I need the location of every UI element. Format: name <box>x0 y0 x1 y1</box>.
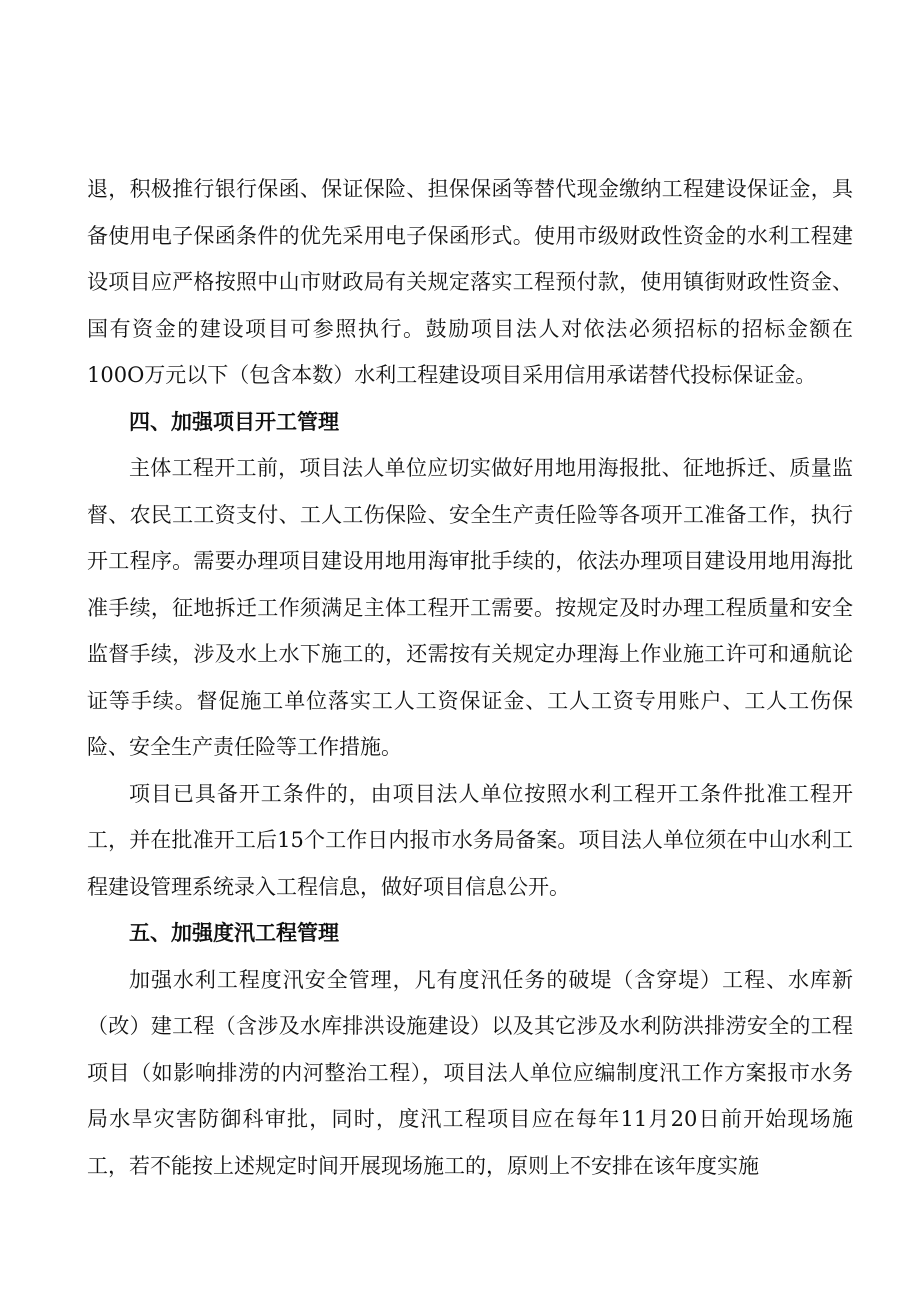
document-page <box>87 166 853 1189</box>
section-5-paragraph-1: 加强水利工程度汛安全管理，凡有度汛任务的破堤（含穿堤）工程、水库新（改）建工程（含涉及水库排洪设施建设）以及其它涉及水利防洪排涝安全的工程项目（如影响排涝的内河整治工程），项目法人单位应编制度汛工作方案报市水务局水旱灾害防御科审批，同时，度汛工程项目应在每年11月20日前开始现场施工，若不能按上述规定时间开展现场施工的，原则上不安排在该年度实施 <box>87 967 853 1178</box>
section-heading-5: 五、加强度汛工程管理 <box>129 921 339 945</box>
section-heading-4: 四、加强项目开工管理 <box>129 409 339 434</box>
section-4-paragraph-1: 主体工程开工前，项目法人单位应切实做好用地用海报批、征地拆迁、质量监督、农民工工资支付、工人工伤保险、安全生产责任险等各项开工准备工作，执行开工程序。需要办理项目建设用地用海审批手续的，依法办理项目建设用地用海批准手续，征地拆迁工作须满足主体工程开工需要。按规定及时办理工程质量和安全监督手续，涉及水上水下施工的，还需按有关规定办理海上作业施工许可和通航论证等手续。督促施工单位落实工人工资保证金、工人工资专用账户、工人工伤保险、安全生产责任险等工作措施。 <box>87 456 853 759</box>
continuation-paragraph: 退，积极推行银行保函、保证保险、担保保函等替代现金缴纳工程建设保证金，具备使用电子保函条件的优先采用电子保函形式。使用市级财政性资金的水利工程建设项目应严格按照中山市财政局有关规定落实工程预付款，使用镇街财政性资金、国有资金的建设项目可参照执行。鼓励项目法人对依法必须招标的招标金额在100O万元以下（包含本数）水利工程建设项目采用信用承诺替代投标保证金。 <box>87 177 853 387</box>
section-4-paragraph-2: 项目已具备开工条件的，由项目法人单位按照水利工程开工条件批准工程开工，并在批准开工后15个工作日内报市水务局备案。项目法人单位须在中山水利工程建设管理系统录入工程信息，做好项目信息公开。 <box>87 781 853 899</box>
